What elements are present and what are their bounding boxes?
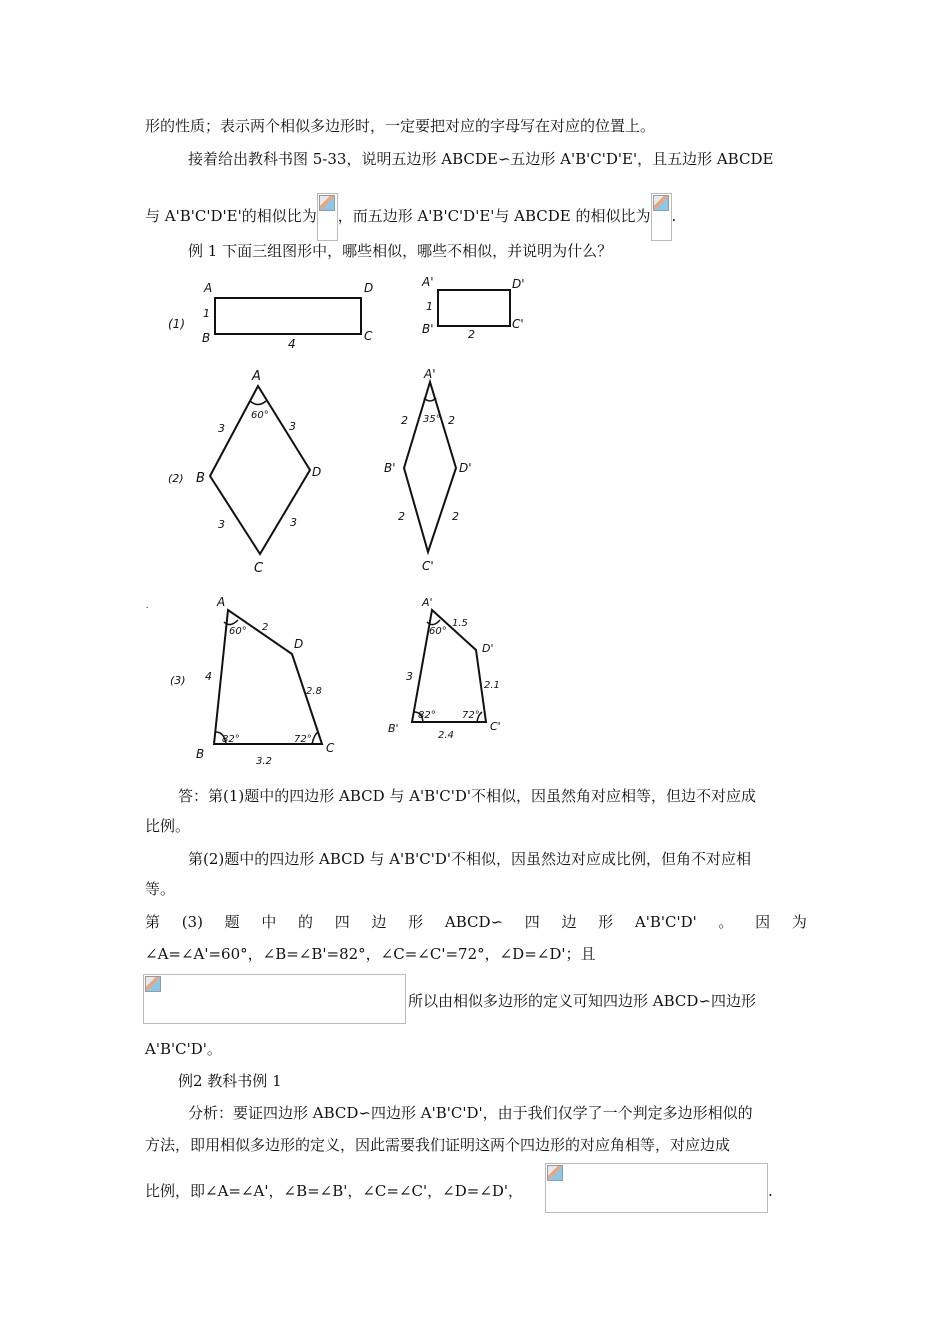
answer-line-6: ∠A=∠A'=60°，∠B=∠B'=82°，∠C=∠C'=72°，∠D=∠D'；且 [145,945,596,963]
figures-diagram [146,270,560,770]
fig1-label-a: A [204,281,213,295]
fig2-side-t4: 2 [452,510,459,523]
fig1-label-b2: B' [422,322,434,336]
fig3-side-ad: 2 [262,622,269,633]
broken-image-ratio [143,974,406,1024]
fig3-label-c2: C' [490,720,501,733]
fig3-side-ad2: 1.5 [452,618,468,629]
broken-image-formula [651,193,672,241]
fig2-label-a: A [252,369,261,384]
fig3-quad-right [412,610,486,722]
fig1-side-bc2: 2 [468,328,475,341]
answer-line-2: 比例。 [145,817,191,835]
broken-image-ratio-2 [545,1163,768,1213]
answer-line-3: 第(2)题中的四边形 ABCD 与 A'B'C'D'不相似，因虽然边对应成比例，但角不对应相 [188,850,752,868]
word: 。 [718,913,734,931]
fig1-side-bc: 4 [288,337,296,351]
fig3-label-d: D [294,637,304,651]
answer-line-4: 等。 [145,880,176,898]
word: 的 [298,913,314,931]
fig1-label-a2: A' [422,275,434,289]
analysis-line-3: 比例，即∠A=∠A'，∠B=∠B'，∠C=∠C'，∠D=∠D'， [145,1182,524,1200]
broken-image-formula [317,193,338,241]
fig2-label-c2: C' [422,559,434,573]
text-line-3 [145,193,676,241]
example-1-heading: 例 1 下面三组图形中，哪些相似，哪些不相似，并说明为什么？ [188,242,613,260]
text-line-1: 形的性质；表示两个相似多边形时，一定要把对应的字母写在对应的位置上。 [145,117,656,135]
fig2-side-2: 3 [289,420,296,433]
fig2-side-t2: 2 [448,414,455,427]
fig3-angle-b: 82° [222,734,240,745]
fig1-label-d2: D' [512,277,525,291]
fig3-label-a2: A' [422,596,433,609]
fig3-side-ab: 4 [205,670,212,683]
fig2-side-t3: 2 [398,510,405,523]
fig3-angle-b2: 82° [418,710,436,721]
word: (3) [181,913,203,931]
word: A'B'C'D' [634,913,697,931]
broken-image-icon [547,1165,563,1181]
fig1-label-c2: C' [512,317,524,331]
fig2-side-1: 3 [218,422,225,435]
fig1-label-c: C [364,329,373,343]
fig1-side-ab2: 1 [426,300,433,313]
fig2-side-t1: 2 [401,414,408,427]
fig2-side-4: 3 [290,516,297,529]
fig3-side-dc: 2.8 [306,686,322,697]
word: 题 [224,913,240,931]
fig3-angle-c: 72° [294,734,312,745]
fig2-angle-arc [250,401,266,405]
word: 为 [791,913,807,931]
fig3-tag: (3) [170,674,186,687]
fig2-label-d: D [312,465,322,479]
answer-line-5 [145,911,807,933]
word: 第 [145,913,161,931]
word: 形 [598,913,614,931]
text-line-2: 接着给出教科书图 5-33，说明五边形 ABCDE∽五边形 A'B'C'D'E'，且五边形 ABCDE [188,150,774,168]
answer-line-8: A'B'C'D'。 [145,1040,222,1058]
fig2-angle-a: 60° [251,410,269,421]
fig3-side-dc2: 2.1 [484,680,500,691]
analysis-line-3-end: . [768,1182,773,1200]
answer-line-1: 答：第(1)题中的四边形 ABCD 与 A'B'C'D'不相似，因虽然角对应相等，但边不对应成 [178,787,757,805]
word: 边 [561,913,577,931]
fig2-tag: (2) [168,472,184,485]
fig3-side-ab2: 3 [406,670,413,683]
fig2-label-b: B [196,471,205,486]
fig2-label-a2: A' [424,367,436,381]
word: 四 [334,913,350,931]
fig3-side-bc2: 2.4 [438,730,454,741]
broken-image-icon [145,976,161,992]
fig1-side-ab: 1 [203,307,210,320]
fig2-label-d2: D' [459,461,472,475]
fig1-rect-left [215,298,361,334]
fig3-label-c: C [326,741,335,755]
word: 四 [524,913,540,931]
text-line-3b: ，而五边形 A'B'C'D'E'与 ABCDE 的相似比为 [337,207,651,225]
fig3-angle-a: 60° [229,626,247,637]
fig2-rhombus-right [404,382,456,552]
word: 中 [261,913,277,931]
fig3-label-b2: B' [388,722,399,735]
fig3-angle-a2: 60° [429,626,447,637]
fig1-rect-right [438,290,510,326]
example-2-heading: 例2 教科书例 1 [178,1072,282,1090]
fig3-side-bc: 3.2 [256,756,272,767]
analysis-line-2: 方法，即用相似多边形的定义，因此需要我们证明这两个四边形的对应角相等，对应边成 [145,1136,731,1154]
fig3-dot: . [146,601,149,611]
fig2-label-c: C [254,561,264,576]
fig1-label-d: D [364,281,374,295]
answer-line-7: 所以由相似多边形的定义可知四边形 ABCD∽四边形 [408,992,756,1010]
fig3-angle-c2: 72° [462,710,480,721]
broken-image-icon [319,195,335,211]
fig3-label-b: B [196,747,205,761]
word: 形 [408,913,424,931]
fig1-label-b: B [202,331,211,345]
word: 因 [755,913,771,931]
broken-image-icon [653,195,669,211]
analysis-line-1: 分析：要证四边形 ABCD∽四边形 A'B'C'D'，由于我们仅学了一个判定多边形相似的 [188,1104,753,1122]
text-line-3a: 与 A'B'C'D'E'的相似比为 [145,207,317,225]
fig3-label-a: A [217,595,226,609]
fig2-side-3: 3 [218,518,225,531]
fig3-label-d2: D' [482,642,494,655]
word: 边 [371,913,387,931]
fig2-label-b2: B' [384,461,396,475]
fig2-angle-a2: 35° [423,414,441,425]
word: ABCD∽ [444,913,504,931]
text-line-3c: . [671,207,677,225]
fig1-tag: (1) [168,317,185,331]
